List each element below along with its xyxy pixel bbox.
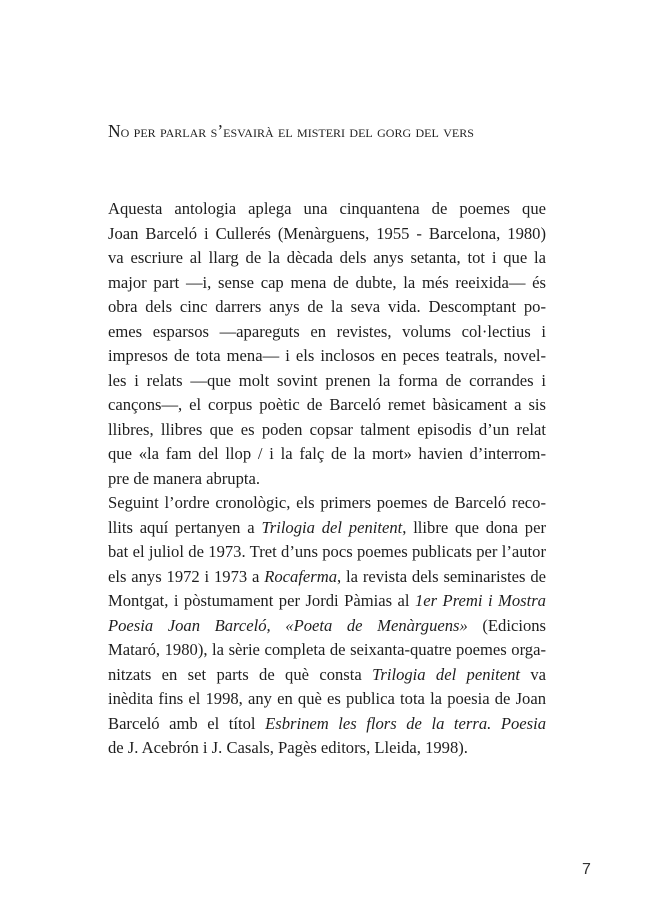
text-segment: inèdita fins el 1998, any en què es publica tota la poesia de Joan	[108, 689, 546, 708]
paragraph	[108, 197, 546, 491]
text-segment: les i relats —que molt sovint prenen la forma de corrandes i	[108, 370, 546, 390]
italic-title: Rocaferma	[264, 566, 338, 586]
text-segment: major part —i, sense cap mena de dubte, la més reeixida— és	[108, 272, 546, 292]
text-segment: nitzats en set parts de què consta	[108, 664, 373, 684]
text-segment: que «la fam del llop / i la falç de la mort» havien d’interrom-	[108, 444, 546, 463]
paragraph	[108, 491, 546, 761]
text-line	[108, 222, 546, 247]
text-segment: va	[530, 664, 546, 684]
text-segment: (Edicions	[482, 615, 546, 635]
text-segment: obra dels cinc darrers anys de la seva vida. Descomptant po-	[108, 297, 546, 316]
text-segment: , la revista dels seminaristes de	[337, 566, 546, 586]
text-line	[108, 491, 546, 516]
text-line	[108, 246, 546, 271]
text-line	[108, 712, 546, 737]
italic-title: 1er Premi i Mostra	[414, 591, 546, 610]
text-segment: cançons—, el corpus poètic de Barceló remet bàsicament a sis	[108, 395, 546, 414]
text-segment: de J. Acebrón i J. Casals, Pagès editors, Lleida, 1998).	[108, 738, 468, 757]
chapter-heading: No per parlar s’esvairà el misteri del gorg del vers	[108, 121, 474, 141]
italic-title: Trilogia del penitent	[372, 664, 520, 684]
text-line	[108, 540, 546, 565]
text-segment: Aquesta antologia aplega una cinquantena de poemes que	[108, 199, 546, 218]
page-number: 7	[582, 861, 591, 878]
text-line	[108, 320, 546, 345]
text-segment: Joan Barceló i Cullerés (Menàrguens, 1955 - Barcelona, 1980)	[108, 223, 546, 243]
text-line	[108, 663, 546, 688]
text-segment: Barceló amb el títol	[108, 713, 266, 733]
text-line	[108, 271, 546, 296]
text-line	[108, 369, 546, 394]
body-text	[108, 197, 546, 761]
text-line	[108, 442, 546, 467]
text-segment: els anys 1972 i 1973 a	[108, 566, 265, 586]
text-line	[108, 295, 546, 320]
text-line	[108, 589, 546, 614]
text-segment: Mataró, 1980), la sèrie completa de seixanta-quatre poemes orga-	[108, 640, 546, 659]
text-segment: impresos de tota mena— i els inclosos en peces teatrals, novel-	[108, 346, 546, 365]
text-line	[108, 565, 546, 590]
text-line	[108, 344, 546, 369]
text-segment: Montgat, i pòstumament per Jordi Pàmias al	[108, 591, 415, 610]
text-segment: llibres, llibres que es poden copsar talment episodis d’un relat	[108, 419, 546, 439]
text-line	[108, 418, 546, 443]
text-line	[108, 614, 546, 639]
text-segment: va escriure al llarg de la dècada dels anys setanta, tot i que la	[108, 248, 546, 267]
text-line	[108, 393, 546, 418]
text-segment: bat el juliol de 1973. Tret d’uns pocs poemes publicats per l’autor	[108, 542, 546, 561]
text-segment: , llibre que dona per	[402, 517, 546, 537]
italic-title: Esbrinem les flors de la terra. Poesia	[265, 713, 546, 733]
text-line	[108, 467, 546, 492]
text-segment: emes esparsos —apareguts en revistes, volums col·lectius i	[108, 321, 546, 341]
text-line	[108, 687, 546, 712]
text-segment: pre de manera abrupta.	[108, 468, 261, 488]
italic-title: Trilogia del penitent	[261, 517, 403, 537]
text-line	[108, 736, 546, 761]
text-line	[108, 197, 546, 222]
text-segment: llits aquí pertanyen a	[108, 517, 262, 537]
italic-title: Poesia Joan Barceló, «Poeta de Menàrguens»	[108, 615, 468, 635]
text-line	[108, 516, 546, 541]
text-segment: Seguint l’ordre cronològic, els primers poemes de Barceló reco-	[108, 493, 546, 512]
text-line	[108, 638, 546, 663]
